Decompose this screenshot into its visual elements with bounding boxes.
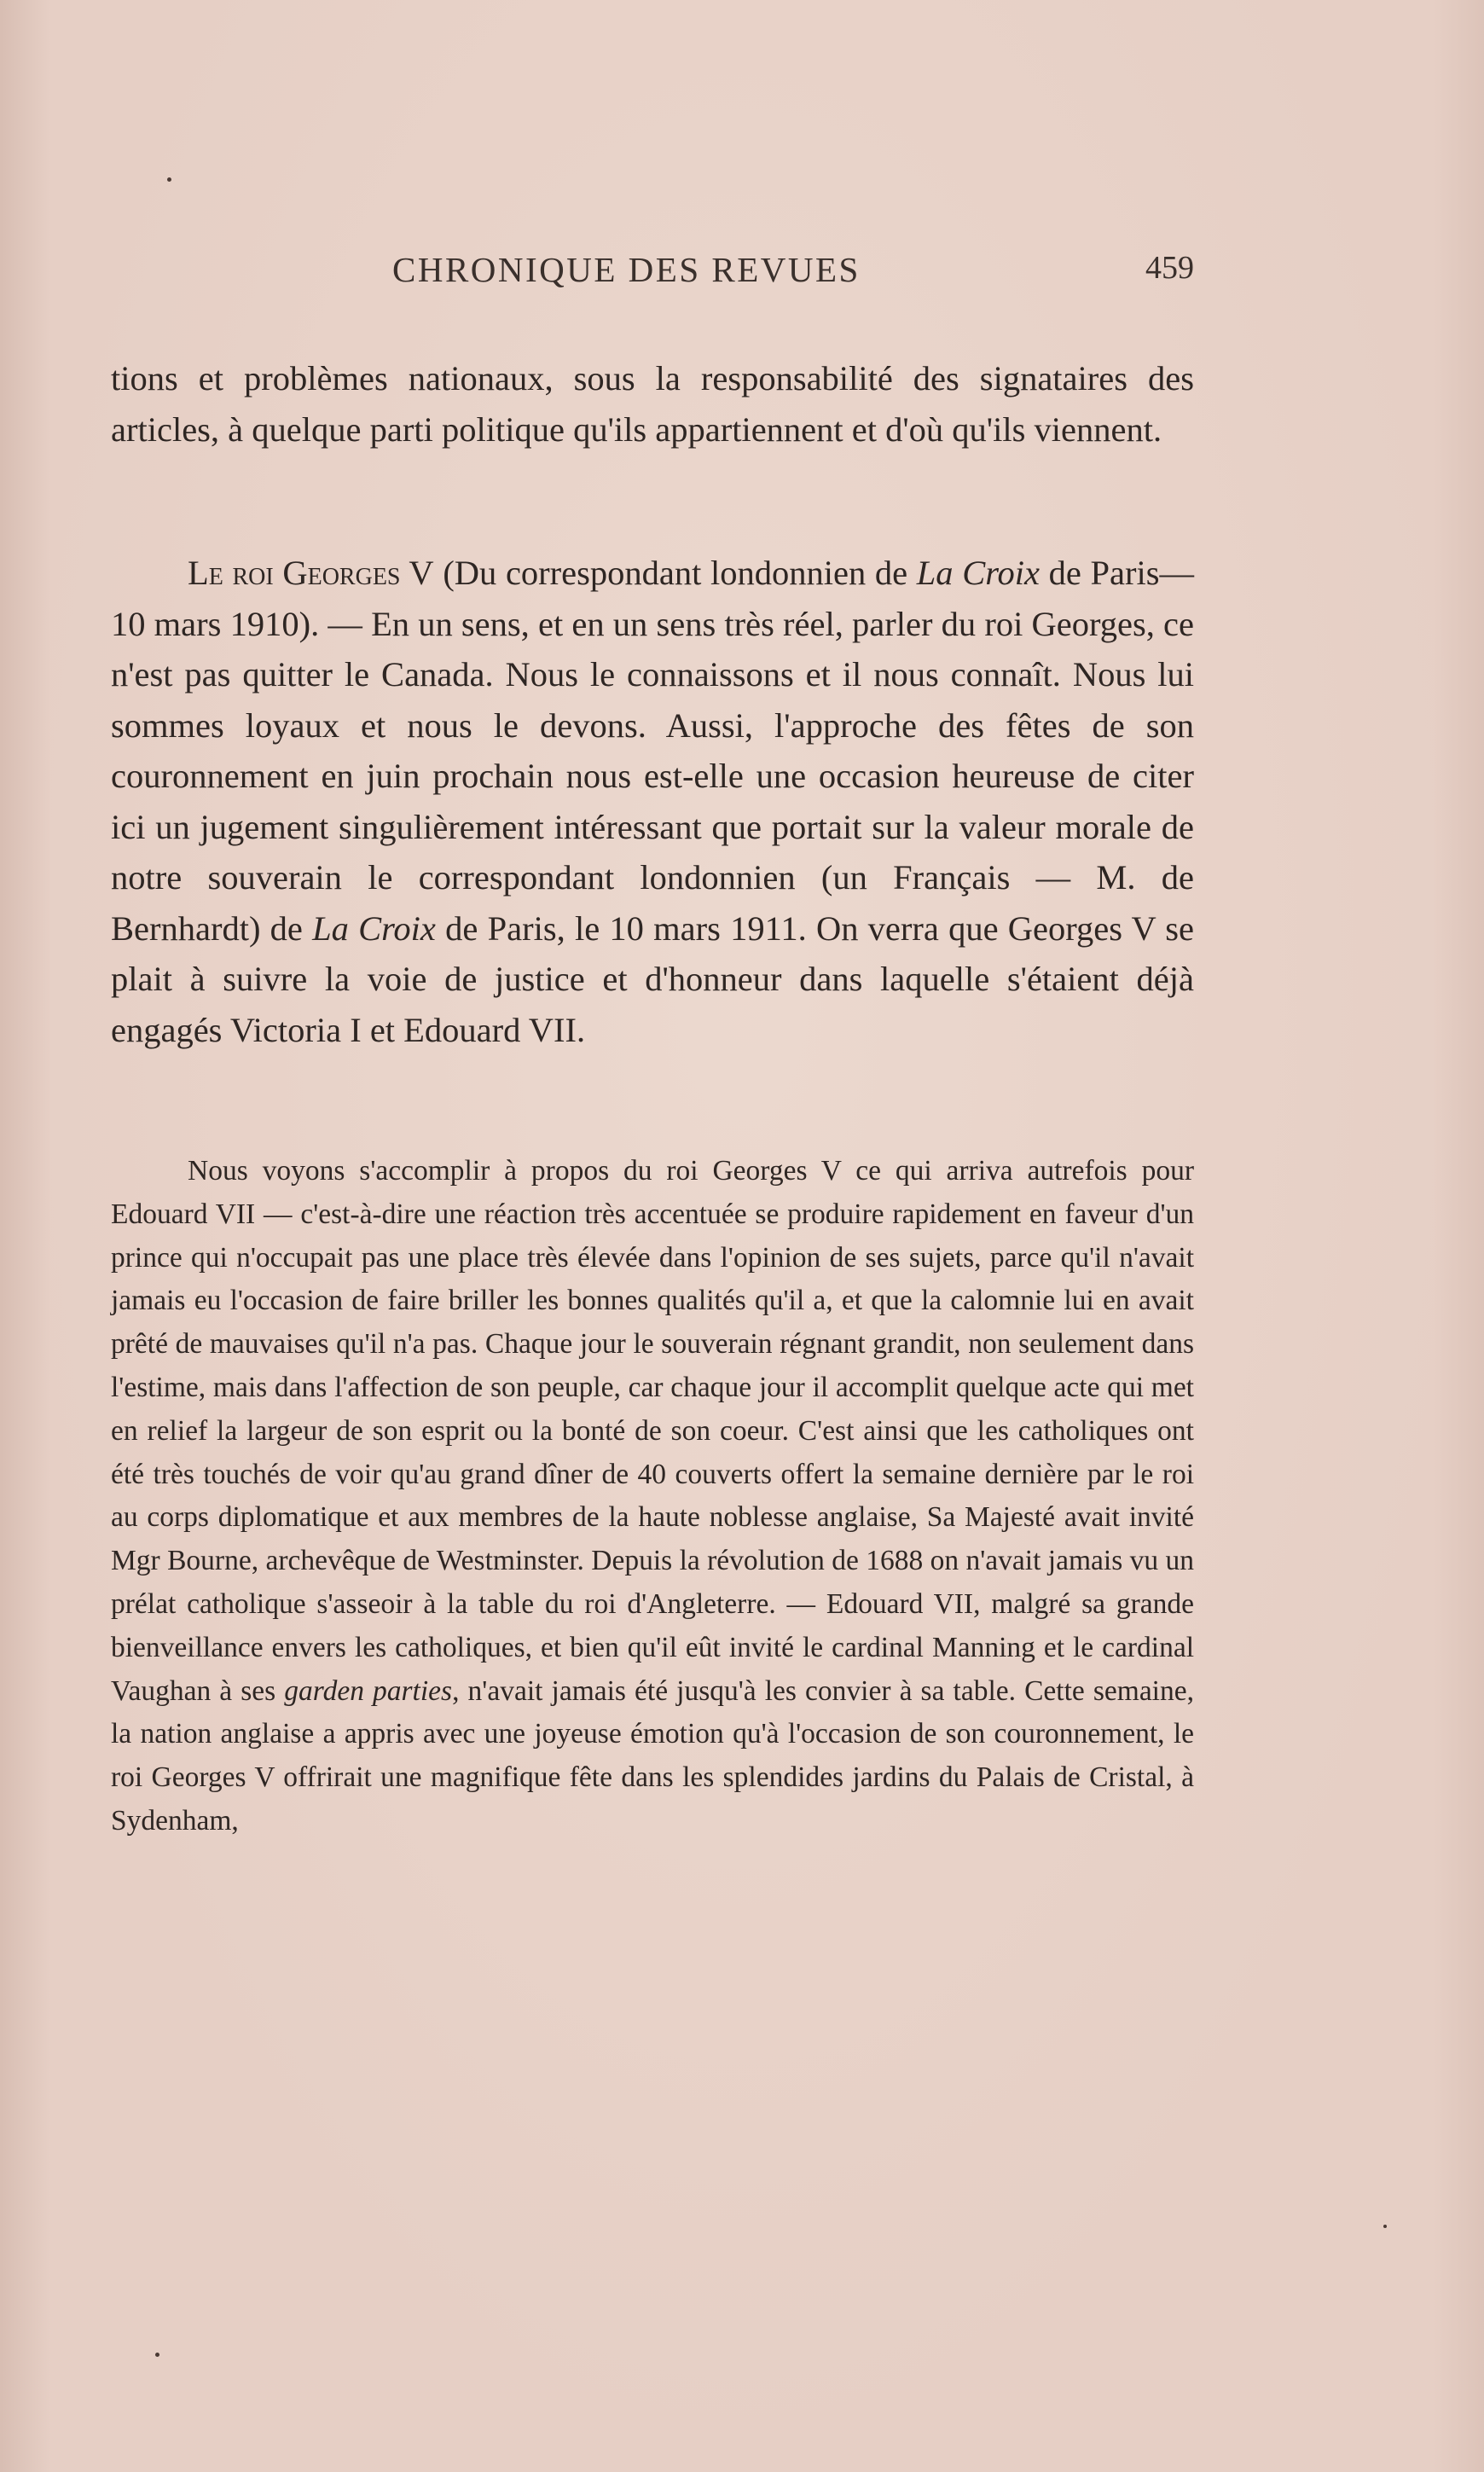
paper-speck [1383, 2225, 1387, 2228]
running-title: CHRONIQUE DES REVUES [392, 250, 861, 289]
journal-name-repeat: La Croix [312, 908, 436, 948]
article-source-open: (Du correspondant londonnien de [433, 554, 917, 592]
quote-text-end: , n'avait jamais été jusqu'à les convier à sa table. Cette semaine, la nation anglaise a appris avec une joyeuse émotion qu'à l'occasion de son couronnement, le roi Georges V offrirait une magnifique fête dans les splendides jardins du Palais de Cristal, à Sydenham, [111, 1674, 1194, 1837]
article-title: Le roi Georges V [188, 554, 434, 592]
article-body: de Paris—10 mars 1910). — En un sens, et en un sens très réel, parler du roi Georges, ce n'est pas quitter le Canada. Nous le connaissons et il nous connaît. Nous lui sommes loyaux et nous le devons. Aussi, l'approche des fêtes de son couronnement en juin prochain nous est-elle une occasion heureuse de citer ici un jugement singulièrement intéressant que portait sur la valeur morale de notre souverain le correspondant londonnien (un Français — M. de Bernhardt) de [111, 554, 1194, 948]
paper-speck [167, 177, 171, 182]
article-body-end: de Paris, le 10 mars 1911. On verra que Georges V se plait à suivre la voie de justice et d'honneur dans laquelle s'étaient déjà engagés Victoria I et Edouard VII. [111, 908, 1195, 1049]
running-head [111, 249, 1194, 300]
quote-italic-phrase: garden parties [284, 1674, 453, 1707]
continuation-paragraph: tions et problèmes nationaux, sous la responsabilité des signataires des articles, à quelque parti politique qu'ils appartiennent et d'où qu'ils viennent. [111, 359, 1194, 449]
page-number: 459 [1145, 250, 1194, 286]
quoted-paragraph [111, 1150, 1194, 1843]
quote-text: Nous voyons s'accomplir à propos du roi Georges V ce qui arriva autrefois pour Edouard VII — c'est-à-dire une réaction très accentuée se produire rapidement en faveur d'un prince qui n'occupait pas une place très élevée dans l'opinion de ses sujets, parce qu'il n'avait jamais eu l'occasion de faire briller les bonnes qualités qu'il a, et que la calomnie lui en avait prêté de mauvaises qu'il n'a pas. Chaque jour le souverain régnant grandit, non seulement dans l'estime, mais dans l'affection de son peuple, car chaque jour il accomplit quelque acte qui met en relief la largeur de son esprit ou la bonté de son coeur. C'est ainsi que les catholiques ont été très touchés de voir qu'au grand dîner de 40 couverts offert la semaine dernière par le roi au corps diplomatique et aux membres de la haute noblesse anglaise, Sa Majesté avait invité Mgr Bourne, archevêque de Westminster. Depuis la révolution de 1688 on n'avait jamais vu un prélat catholique s'asseoir à la table du roi d'Angleterre. — Edouard VII, malgré sa grande bienveillance envers les catholiques, et bien qu'il eût invité le cardinal Manning et le cardinal Vaughan à ses [111, 1155, 1194, 1707]
paper-speck [155, 2353, 159, 2357]
journal-name: La Croix [916, 554, 1040, 592]
article-paragraph [111, 548, 1194, 1055]
